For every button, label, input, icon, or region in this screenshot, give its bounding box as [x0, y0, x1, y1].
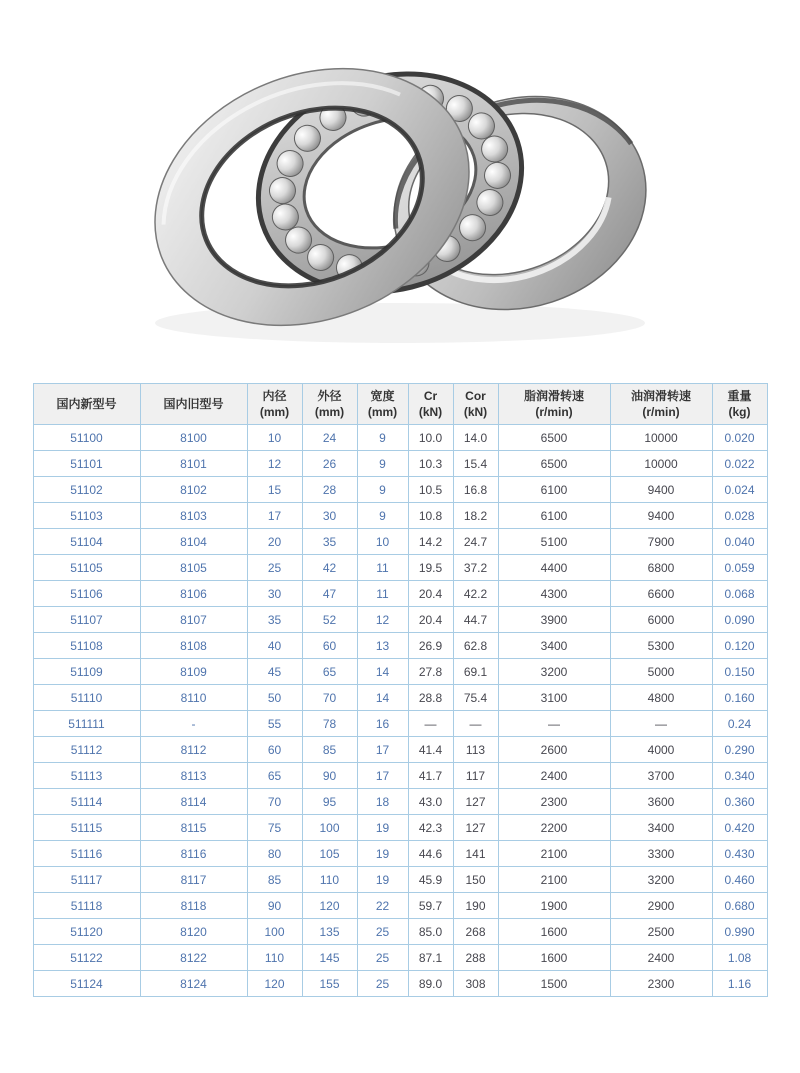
column-header: 脂润滑转速 (r/min) [498, 384, 610, 425]
table-cell: 25 [357, 971, 408, 997]
table-cell: 3400 [498, 633, 610, 659]
table-cell: 8100 [140, 425, 247, 451]
table-cell: 41.4 [408, 737, 453, 763]
table-cell: 8105 [140, 555, 247, 581]
table-cell: 0.059 [712, 555, 767, 581]
table-cell: — [408, 711, 453, 737]
table-cell: 155 [302, 971, 357, 997]
table-row [33, 789, 767, 815]
table-cell: 2100 [498, 867, 610, 893]
column-header: 宽度 (mm) [357, 384, 408, 425]
table-cell: 35 [302, 529, 357, 555]
table-cell: 25 [247, 555, 302, 581]
table-cell: 105 [302, 841, 357, 867]
table-cell: 59.7 [408, 893, 453, 919]
table-cell: 2200 [498, 815, 610, 841]
table-cell: 6600 [610, 581, 712, 607]
table-cell: 2600 [498, 737, 610, 763]
table-cell: 10 [247, 425, 302, 451]
table-cell: 0.430 [712, 841, 767, 867]
table-cell: 47 [302, 581, 357, 607]
table-cell: 51108 [33, 633, 140, 659]
table-cell: 308 [453, 971, 498, 997]
table-cell: 51122 [33, 945, 140, 971]
table-cell: 1.16 [712, 971, 767, 997]
table-cell: 9400 [610, 503, 712, 529]
table-cell: 10.3 [408, 451, 453, 477]
table-cell: 62.8 [453, 633, 498, 659]
table-cell: 70 [247, 789, 302, 815]
table-cell: 35 [247, 607, 302, 633]
table-cell: 3200 [610, 867, 712, 893]
table-cell: 26 [302, 451, 357, 477]
table-cell: 51112 [33, 737, 140, 763]
table-cell: 51110 [33, 685, 140, 711]
table-cell: 127 [453, 789, 498, 815]
table-cell: 0.120 [712, 633, 767, 659]
table-cell: 42.2 [453, 581, 498, 607]
table-cell: 2300 [610, 971, 712, 997]
table-cell: 511111 [33, 711, 140, 737]
table-cell: 4300 [498, 581, 610, 607]
table-cell: 19 [357, 841, 408, 867]
table-cell: 60 [302, 633, 357, 659]
table-cell: 8108 [140, 633, 247, 659]
column-header: Cor (kN) [453, 384, 498, 425]
table-cell: 1.08 [712, 945, 767, 971]
table-cell: 4400 [498, 555, 610, 581]
table-cell: 9 [357, 451, 408, 477]
table-cell: 8103 [140, 503, 247, 529]
table-cell: 51106 [33, 581, 140, 607]
table-cell: 17 [247, 503, 302, 529]
table-cell: 26.9 [408, 633, 453, 659]
table-cell: 80 [247, 841, 302, 867]
table-row [33, 529, 767, 555]
table-cell: 51114 [33, 789, 140, 815]
table-cell: 51107 [33, 607, 140, 633]
table-cell: 0.360 [712, 789, 767, 815]
table-cell: 0.680 [712, 893, 767, 919]
table-cell: 0.024 [712, 477, 767, 503]
table-cell: 51101 [33, 451, 140, 477]
table-cell: 11 [357, 581, 408, 607]
table-row [33, 763, 767, 789]
table-cell: 2400 [498, 763, 610, 789]
table-cell: 100 [302, 815, 357, 841]
table-cell: 6100 [498, 503, 610, 529]
table-row [33, 581, 767, 607]
table-cell: 11 [357, 555, 408, 581]
table-cell: 50 [247, 685, 302, 711]
table-cell: 27.8 [408, 659, 453, 685]
table-cell: 9 [357, 503, 408, 529]
table-cell: 10.5 [408, 477, 453, 503]
table-cell: — [453, 711, 498, 737]
bearing-photo [140, 25, 660, 355]
table-cell: 51103 [33, 503, 140, 529]
table-cell: 90 [302, 763, 357, 789]
column-header: 外径 (mm) [302, 384, 357, 425]
table-cell: 5300 [610, 633, 712, 659]
table-cell: 150 [453, 867, 498, 893]
table-cell: 51113 [33, 763, 140, 789]
table-cell: 15 [247, 477, 302, 503]
table-cell: 141 [453, 841, 498, 867]
table-cell: 8104 [140, 529, 247, 555]
table-cell: 117 [453, 763, 498, 789]
table-cell: 100 [247, 919, 302, 945]
table-cell: 44.7 [453, 607, 498, 633]
table-cell: 51102 [33, 477, 140, 503]
table-cell: 8102 [140, 477, 247, 503]
table-cell: 110 [247, 945, 302, 971]
table-cell: 8107 [140, 607, 247, 633]
table-header-row [33, 384, 767, 425]
table-row [33, 451, 767, 477]
table-cell: 0.160 [712, 685, 767, 711]
table-cell: 25 [357, 945, 408, 971]
table-cell: 85.0 [408, 919, 453, 945]
table-cell: 22 [357, 893, 408, 919]
table-cell: 190 [453, 893, 498, 919]
bearing-spec-table [33, 383, 768, 997]
table-cell: 9400 [610, 477, 712, 503]
table-cell: 8117 [140, 867, 247, 893]
table-row [33, 711, 767, 737]
table-body [33, 425, 767, 997]
table-cell: 51104 [33, 529, 140, 555]
table-cell: 42.3 [408, 815, 453, 841]
table-cell: 1500 [498, 971, 610, 997]
table-cell: 18.2 [453, 503, 498, 529]
table-cell: 1900 [498, 893, 610, 919]
table-cell: 44.6 [408, 841, 453, 867]
table-cell: 15.4 [453, 451, 498, 477]
table-cell: 5100 [498, 529, 610, 555]
table-cell: - [140, 711, 247, 737]
table-cell: 113 [453, 737, 498, 763]
table-cell: 5000 [610, 659, 712, 685]
table-cell: 85 [302, 737, 357, 763]
table-cell: 6100 [498, 477, 610, 503]
table-cell: 0.040 [712, 529, 767, 555]
table-row [33, 919, 767, 945]
table-cell: 69.1 [453, 659, 498, 685]
table-cell: 52 [302, 607, 357, 633]
table-row [33, 503, 767, 529]
table-cell: 10 [357, 529, 408, 555]
table-cell: 20.4 [408, 607, 453, 633]
table-cell: 51115 [33, 815, 140, 841]
table-cell: 14 [357, 659, 408, 685]
table-cell: 8109 [140, 659, 247, 685]
table-cell: 24.7 [453, 529, 498, 555]
table-cell: 135 [302, 919, 357, 945]
table-row [33, 425, 767, 451]
table-cell: 0.150 [712, 659, 767, 685]
table-cell: 8115 [140, 815, 247, 841]
table-cell: 0.068 [712, 581, 767, 607]
table-cell: 3300 [610, 841, 712, 867]
table-cell: 19.5 [408, 555, 453, 581]
table-cell: 3600 [610, 789, 712, 815]
table-cell: 17 [357, 763, 408, 789]
table-cell: 8114 [140, 789, 247, 815]
product-photo [140, 25, 660, 355]
table-cell: 14.0 [453, 425, 498, 451]
table-cell: 37.2 [453, 555, 498, 581]
table-cell: 65 [302, 659, 357, 685]
table-cell: 17 [357, 737, 408, 763]
table-row [33, 737, 767, 763]
table-cell: 70 [302, 685, 357, 711]
table-cell: 51105 [33, 555, 140, 581]
table-cell: 51120 [33, 919, 140, 945]
table-row [33, 555, 767, 581]
table-cell: 8124 [140, 971, 247, 997]
table-cell: 55 [247, 711, 302, 737]
table-cell: 4000 [610, 737, 712, 763]
table-cell: 6500 [498, 425, 610, 451]
table-cell: 0.020 [712, 425, 767, 451]
table-cell: 51116 [33, 841, 140, 867]
table-cell: 60 [247, 737, 302, 763]
table-cell: 19 [357, 867, 408, 893]
table-cell: 1600 [498, 945, 610, 971]
table-cell: 9 [357, 477, 408, 503]
table-cell: 78 [302, 711, 357, 737]
table-cell: 14.2 [408, 529, 453, 555]
table-cell: 8113 [140, 763, 247, 789]
table-cell: 41.7 [408, 763, 453, 789]
table-cell: 28 [302, 477, 357, 503]
table-cell: 8122 [140, 945, 247, 971]
table-cell: 51100 [33, 425, 140, 451]
table-cell: 0.990 [712, 919, 767, 945]
table-cell: 7900 [610, 529, 712, 555]
table-row [33, 477, 767, 503]
table-cell: 45.9 [408, 867, 453, 893]
table-cell: 8112 [140, 737, 247, 763]
table-cell: 0.340 [712, 763, 767, 789]
table-cell: 85 [247, 867, 302, 893]
table-cell: 89.0 [408, 971, 453, 997]
table-cell: 65 [247, 763, 302, 789]
table-cell: 127 [453, 815, 498, 841]
table-cell: 4800 [610, 685, 712, 711]
table-cell: 10.0 [408, 425, 453, 451]
table-cell: 45 [247, 659, 302, 685]
table-cell: 75.4 [453, 685, 498, 711]
table-cell: 20.4 [408, 581, 453, 607]
table-cell: 12 [357, 607, 408, 633]
table-cell: 87.1 [408, 945, 453, 971]
table-cell: 95 [302, 789, 357, 815]
table-cell: 6800 [610, 555, 712, 581]
column-header: Cr (kN) [408, 384, 453, 425]
table-cell: 145 [302, 945, 357, 971]
table-row [33, 659, 767, 685]
table-cell: — [498, 711, 610, 737]
table-cell: 13 [357, 633, 408, 659]
table-cell: 0.090 [712, 607, 767, 633]
table-cell: 42 [302, 555, 357, 581]
table-row [33, 633, 767, 659]
table-cell: 8101 [140, 451, 247, 477]
table-cell: 1600 [498, 919, 610, 945]
table-cell: 18 [357, 789, 408, 815]
table-cell: 2300 [498, 789, 610, 815]
table-cell: 51118 [33, 893, 140, 919]
table-row [33, 971, 767, 997]
table-cell: 0.022 [712, 451, 767, 477]
table-cell: 0.290 [712, 737, 767, 763]
table-cell: 0.028 [712, 503, 767, 529]
table-cell: — [610, 711, 712, 737]
table-cell: 10.8 [408, 503, 453, 529]
table-cell: 8120 [140, 919, 247, 945]
table-cell: 288 [453, 945, 498, 971]
table-cell: 2100 [498, 841, 610, 867]
table-cell: 120 [302, 893, 357, 919]
table-cell: 51109 [33, 659, 140, 685]
table-cell: 0.420 [712, 815, 767, 841]
table-cell: 8110 [140, 685, 247, 711]
table-cell: 25 [357, 919, 408, 945]
table-cell: 6000 [610, 607, 712, 633]
table-cell: 3100 [498, 685, 610, 711]
table-row [33, 945, 767, 971]
table-cell: 9 [357, 425, 408, 451]
table-cell: 40 [247, 633, 302, 659]
table-cell: 110 [302, 867, 357, 893]
table-cell: 12 [247, 451, 302, 477]
table-row [33, 607, 767, 633]
table-cell: 0.460 [712, 867, 767, 893]
table-cell: 16 [357, 711, 408, 737]
table-row [33, 841, 767, 867]
table-row [33, 867, 767, 893]
table-cell: 6500 [498, 451, 610, 477]
table-cell: 3900 [498, 607, 610, 633]
column-header: 油润滑转速 (r/min) [610, 384, 712, 425]
table-cell: 51124 [33, 971, 140, 997]
table-cell: 2900 [610, 893, 712, 919]
table-cell: 14 [357, 685, 408, 711]
table-cell: 8106 [140, 581, 247, 607]
table-row [33, 893, 767, 919]
table-cell: 20 [247, 529, 302, 555]
table-cell: 8118 [140, 893, 247, 919]
table-cell: 24 [302, 425, 357, 451]
table-cell: 2400 [610, 945, 712, 971]
table-cell: 19 [357, 815, 408, 841]
table-cell: 51117 [33, 867, 140, 893]
table-cell: 2500 [610, 919, 712, 945]
column-header: 国内旧型号 [140, 384, 247, 425]
table-row [33, 685, 767, 711]
column-header: 国内新型号 [33, 384, 140, 425]
table-cell: 120 [247, 971, 302, 997]
table-cell: 268 [453, 919, 498, 945]
table-cell: 16.8 [453, 477, 498, 503]
table-row [33, 815, 767, 841]
table-cell: 3400 [610, 815, 712, 841]
table-cell: 28.8 [408, 685, 453, 711]
table-cell: 3700 [610, 763, 712, 789]
table-cell: 30 [302, 503, 357, 529]
column-header: 重量 (kg) [712, 384, 767, 425]
table-cell: 3200 [498, 659, 610, 685]
table-cell: 0.24 [712, 711, 767, 737]
table-cell: 10000 [610, 425, 712, 451]
table-cell: 10000 [610, 451, 712, 477]
table-cell: 43.0 [408, 789, 453, 815]
table-cell: 8116 [140, 841, 247, 867]
table-cell: 75 [247, 815, 302, 841]
table-cell: 90 [247, 893, 302, 919]
table-cell: 30 [247, 581, 302, 607]
column-header: 内径 (mm) [247, 384, 302, 425]
